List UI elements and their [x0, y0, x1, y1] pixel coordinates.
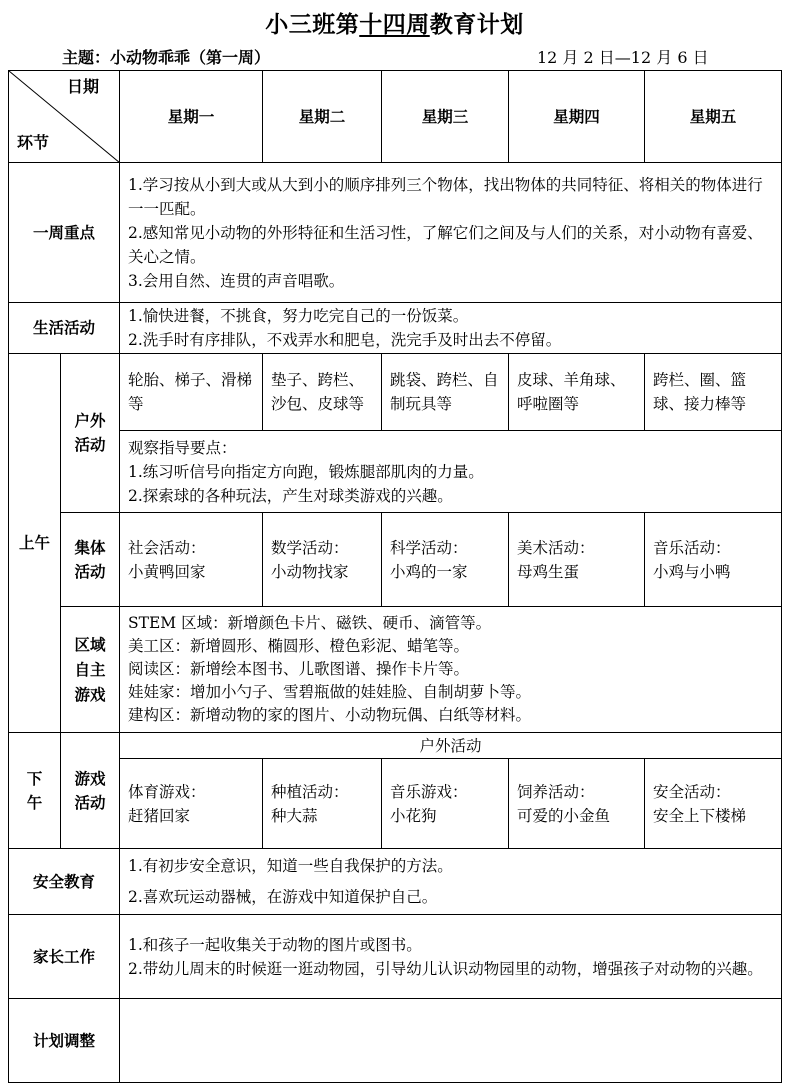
area-play-content	[120, 607, 782, 733]
day-friday: 星期五	[645, 71, 782, 163]
activity-type: 音乐活动：	[653, 538, 731, 557]
activity-name: 小鸡的一家	[390, 562, 468, 581]
group-thursday	[509, 513, 645, 607]
day-monday: 星期一	[120, 71, 263, 163]
game-thursday	[509, 759, 645, 849]
outdoor-guidance-content	[120, 431, 782, 513]
group-activity-row	[9, 513, 782, 607]
group-wednesday	[382, 513, 509, 607]
outdoor-tuesday: 垫子、跨栏、沙包、皮球等	[263, 354, 382, 431]
theme-label: 主题：小动物乖乖（第一周）	[62, 48, 271, 67]
header-corner-cell	[9, 71, 120, 163]
parents-line: 2.带幼儿周末的时候逛一逛动物园，引导幼儿认识动物园里的动物，增强孩子对动物的兴趣。	[128, 959, 763, 978]
outdoor-monday: 轮胎、梯子、滑梯等	[120, 354, 263, 431]
page-title	[0, 6, 789, 39]
activity-type: 音乐游戏：	[390, 782, 468, 801]
game-activity-label	[61, 733, 120, 849]
outdoor-friday: 跨栏、圈、篮球、接力棒等	[645, 354, 782, 431]
title-prefix: 小三班第	[265, 11, 360, 38]
area-play-label	[61, 607, 120, 733]
guidance-line: 1.练习听信号向指定方向跑，锻炼腿部肌肉的力量。	[128, 462, 484, 481]
outdoor-label-text: 户外活动	[74, 411, 106, 454]
guidance-line: 观察指导要点：	[128, 438, 237, 457]
group-friday	[645, 513, 782, 607]
daily-life-line: 1.愉快进餐，不挑食，努力吃完自己的一份饭菜。	[128, 307, 469, 325]
weekly-focus-line: 1.学习按从小到大或从大到小的顺序排列三个物体，找出物体的共同特征、将相关的物体进行一一匹配。	[128, 175, 763, 218]
parents-content	[120, 915, 782, 999]
afternoon-header-row	[9, 733, 782, 759]
activity-name: 母鸡生蛋	[517, 562, 580, 581]
date-range: 12 月 2 日—12 月 6 日	[537, 48, 709, 67]
game-label-text: 游戏活动	[74, 768, 106, 812]
game-monday	[120, 759, 263, 849]
group-label-text: 集体活动	[74, 537, 106, 581]
game-friday	[645, 759, 782, 849]
afternoon-game-row	[9, 759, 782, 849]
afternoon-label	[9, 733, 61, 849]
adjust-label: 计划调整	[9, 999, 120, 1083]
weekly-focus-line: 3.会用自然、连贯的声音唱歌。	[128, 271, 345, 290]
activity-type: 数学活动：	[271, 538, 349, 557]
day-wednesday: 星期三	[382, 71, 509, 163]
game-wednesday	[382, 759, 509, 849]
activity-type: 安全活动：	[653, 782, 731, 801]
group-monday	[120, 513, 263, 607]
activity-name: 赶猪回家	[128, 806, 191, 825]
title-week-number: 十四周	[359, 11, 430, 38]
adjust-content	[120, 999, 782, 1083]
weekly-focus-line: 2.感知常见小动物的外形特征和生活习性，了解它们之间及与人们的关系，对小动物有喜爱、关心之情。	[128, 223, 763, 266]
outdoor-wednesday: 跳袋、跨栏、自制玩具等	[382, 354, 509, 431]
activity-name: 小花狗	[390, 806, 437, 825]
weekly-focus-row	[9, 163, 782, 303]
adjust-row	[9, 999, 782, 1083]
group-tuesday	[263, 513, 382, 607]
activity-type: 体育游戏：	[128, 782, 206, 801]
safety-row	[9, 849, 782, 915]
safety-label: 安全教育	[9, 849, 120, 915]
activity-name: 可爱的小金鱼	[517, 806, 611, 825]
area-play-row	[9, 607, 782, 733]
header-row	[9, 71, 782, 163]
group-activity-label	[61, 513, 120, 607]
activity-type: 社会活动：	[128, 538, 206, 557]
afternoon-label-text: 下午	[26, 768, 43, 812]
activity-name: 小黄鸭回家	[128, 562, 206, 581]
daily-life-label: 生活活动	[9, 303, 120, 354]
weekly-focus-label: 一周重点	[9, 163, 120, 303]
activity-type: 美术活动：	[517, 538, 595, 557]
title-suffix: 教育计划	[429, 11, 524, 38]
parents-label: 家长工作	[9, 915, 120, 999]
area-line: 建构区：新增动物的家的图片、小动物玩偶、白纸等材料。	[128, 706, 532, 724]
day-tuesday: 星期二	[263, 71, 382, 163]
safety-line: 1.有初步安全意识，知道一些自我保护的方法。	[128, 856, 453, 875]
guidance-line: 2.探索球的各种玩法，产生对球类游戏的兴趣。	[128, 486, 453, 505]
area-line: 阅读区：新增绘本图书、儿歌图谱、操作卡片等。	[128, 660, 470, 678]
area-line: 娃娃家：增加小勺子、雪碧瓶做的娃娃脸、自制胡萝卜等。	[128, 683, 532, 701]
daily-life-line: 2.洗手时有序排队，不戏弄水和肥皂，洗完手及时出去不停留。	[128, 331, 562, 349]
activity-name: 安全上下楼梯	[653, 806, 747, 825]
activity-type: 种植活动：	[271, 782, 349, 801]
activity-name: 小动物找家	[271, 562, 349, 581]
outdoor-equipment-row	[9, 354, 782, 431]
morning-label: 上午	[9, 354, 61, 733]
daily-life-row	[9, 303, 782, 354]
activity-name: 小鸡与小鸭	[653, 562, 731, 581]
area-line: STEM 区域：新增颜色卡片、磁铁、硬币、滴管等。	[128, 614, 492, 632]
parents-line: 1.和孩子一起收集关于动物的图片或图书。	[128, 935, 422, 954]
activity-type: 科学活动：	[390, 538, 468, 557]
weekly-focus-content	[120, 163, 782, 303]
safety-line: 2.喜欢玩运动器械，在游戏中知道保护自己。	[128, 887, 438, 906]
day-thursday: 星期四	[509, 71, 645, 163]
afternoon-outdoor-header: 户外活动	[120, 733, 782, 759]
safety-content	[120, 849, 782, 915]
game-tuesday	[263, 759, 382, 849]
plan-table	[8, 70, 782, 1083]
activity-type: 饲养活动：	[517, 782, 595, 801]
area-label-text: 区域自主游戏	[74, 635, 106, 704]
parents-row	[9, 915, 782, 999]
outdoor-guidance-row	[9, 431, 782, 513]
daily-life-content	[120, 303, 782, 354]
outdoor-thursday: 皮球、羊角球、呼啦圈等	[509, 354, 645, 431]
activity-name: 种大蒜	[271, 806, 318, 825]
section-header-label: 环节	[17, 133, 50, 152]
date-header-label: 日期	[67, 77, 100, 96]
area-line: 美工区：新增圆形、椭圆形、橙色彩泥、蜡笔等。	[128, 637, 470, 655]
outdoor-activity-label	[61, 354, 120, 513]
